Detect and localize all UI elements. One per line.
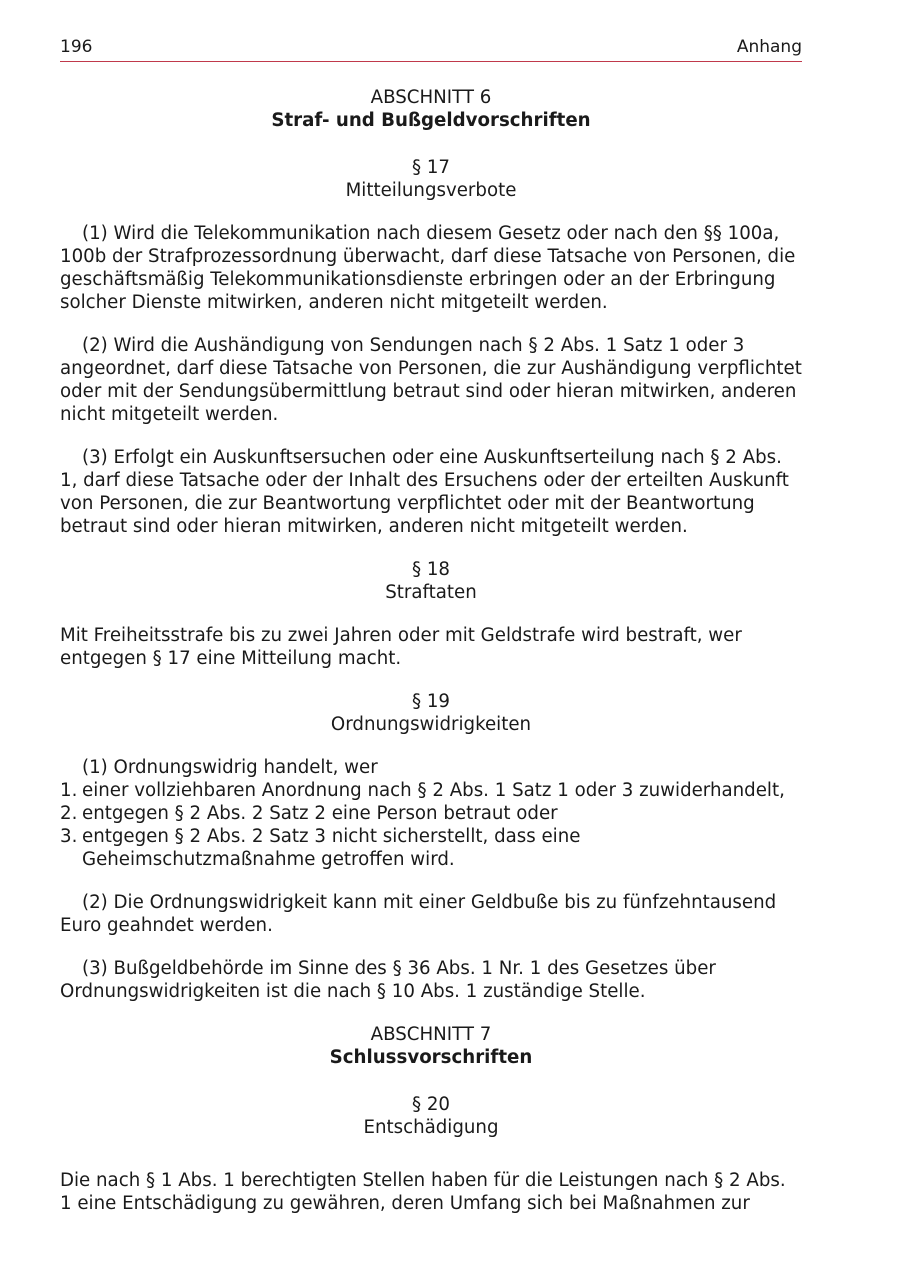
list-item-number: 2.	[60, 803, 78, 824]
list-item	[60, 779, 802, 802]
paragraph-19-heading	[60, 690, 802, 736]
paragraph-19-section-3: (3) Bußgeldbehörde im Sinne des § 36 Abs. 1 Nr. 1 des Gesetzes über Ordnungswidrigkeiten ist die nach § 10 Abs. 1 zuständige Stelle.	[60, 958, 716, 1002]
paragraph-17-title: Mitteilungsverbote	[345, 180, 517, 201]
paragraph-18-heading	[60, 558, 802, 604]
paragraph-18-title: Straftaten	[385, 582, 477, 603]
abschnitt-7-title: Schlussvorschriften	[329, 1047, 533, 1068]
paragraph-17-number: § 17	[411, 157, 451, 178]
list-item-text: entgegen § 2 Abs. 2 Satz 3 nicht sicherstellt, dass eine Geheimschutzmaßnahme getroffen wird.	[82, 826, 581, 870]
paragraph-19-section-1	[60, 756, 802, 871]
list-item-number: 3.	[60, 826, 78, 847]
paragraph-20-text: Die nach § 1 Abs. 1 berechtigten Stellen haben für die Leistungen nach § 2 Abs. 1 eine Entschädigung zu gewähren, deren Umfang sich bei Maßnahmen zur	[60, 1170, 786, 1214]
page-number: 196	[60, 37, 93, 57]
abschnitt-6-heading	[60, 86, 802, 132]
paragraph-20-number: § 20	[411, 1094, 451, 1115]
paragraph-18-text: Mit Freiheitsstrafe bis zu zwei Jahren oder mit Geldstrafe wird bestraft, wer entgegen § 17 eine Mitteilung macht.	[60, 625, 742, 669]
list-item-text: einer vollziehbaren Anordnung nach § 2 Abs. 1 Satz 1 oder 3 zuwiderhandelt,	[82, 780, 785, 801]
paragraph-17-section-2: (2) Wird die Aushändigung von Sendungen nach § 2 Abs. 1 Satz 1 oder 3 angeordnet, darf diese Tatsache von Personen, die zur Aushändigung verpflichtet oder mit der Sendungsübermittlung betraut sind oder hieran mitwirken, anderen nicht mitgeteilt werden.	[60, 335, 802, 425]
running-section-title: Anhang	[736, 37, 802, 57]
paragraph-19-number: § 19	[411, 691, 451, 712]
page-header	[60, 37, 802, 62]
paragraph-19-title: Ordnungswidrigkeiten	[330, 714, 532, 735]
page-body	[60, 86, 802, 1235]
list-item	[60, 802, 802, 825]
list-item-text: entgegen § 2 Abs. 2 Satz 2 eine Person betraut oder	[82, 803, 558, 824]
paragraph-18-number: § 18	[411, 559, 451, 580]
paragraph-17-section-1: (1) Wird die Telekommunikation nach diesem Gesetz oder nach den §§ 100a, 100b der Strafprozessordnung überwacht, darf diese Tatsache von Personen, die geschäftsmäßig Telekommunikationsdienste erbringen oder an der Erbringung solcher Dienste mitwirken, anderen nicht mitgeteilt werden.	[60, 223, 796, 313]
abschnitt-6-title: Straf- und Bußgeldvorschriften	[271, 110, 591, 131]
paragraph-19-section-2: (2) Die Ordnungswidrigkeit kann mit einer Geldbuße bis zu fünfzehntausend Euro geahndet werden.	[60, 892, 777, 936]
abschnitt-7-heading	[60, 1023, 802, 1069]
paragraph-20-title: Entschädigung	[363, 1117, 499, 1138]
paragraph-20-heading	[60, 1093, 802, 1139]
list-item	[60, 825, 802, 871]
abschnitt-7-label: ABSCHNITT 7	[370, 1024, 492, 1045]
list-item-number: 1.	[60, 780, 78, 801]
abschnitt-6-label: ABSCHNITT 6	[370, 87, 492, 108]
paragraph-19-intro: (1) Ordnungswidrig handelt, wer	[82, 757, 378, 778]
paragraph-17-section-3: (3) Erfolgt ein Auskunftsersuchen oder eine Auskunftserteilung nach § 2 Abs. 1, darf diese Tatsache oder der Inhalt des Ersuchens oder der erteilten Auskunft von Personen, die zur Beantwortung verpflichtet oder mit der Beantwortung betraut sind oder hieran mitwirken, anderen nicht mitgeteilt werden.	[60, 447, 789, 537]
paragraph-17-heading	[60, 156, 802, 202]
